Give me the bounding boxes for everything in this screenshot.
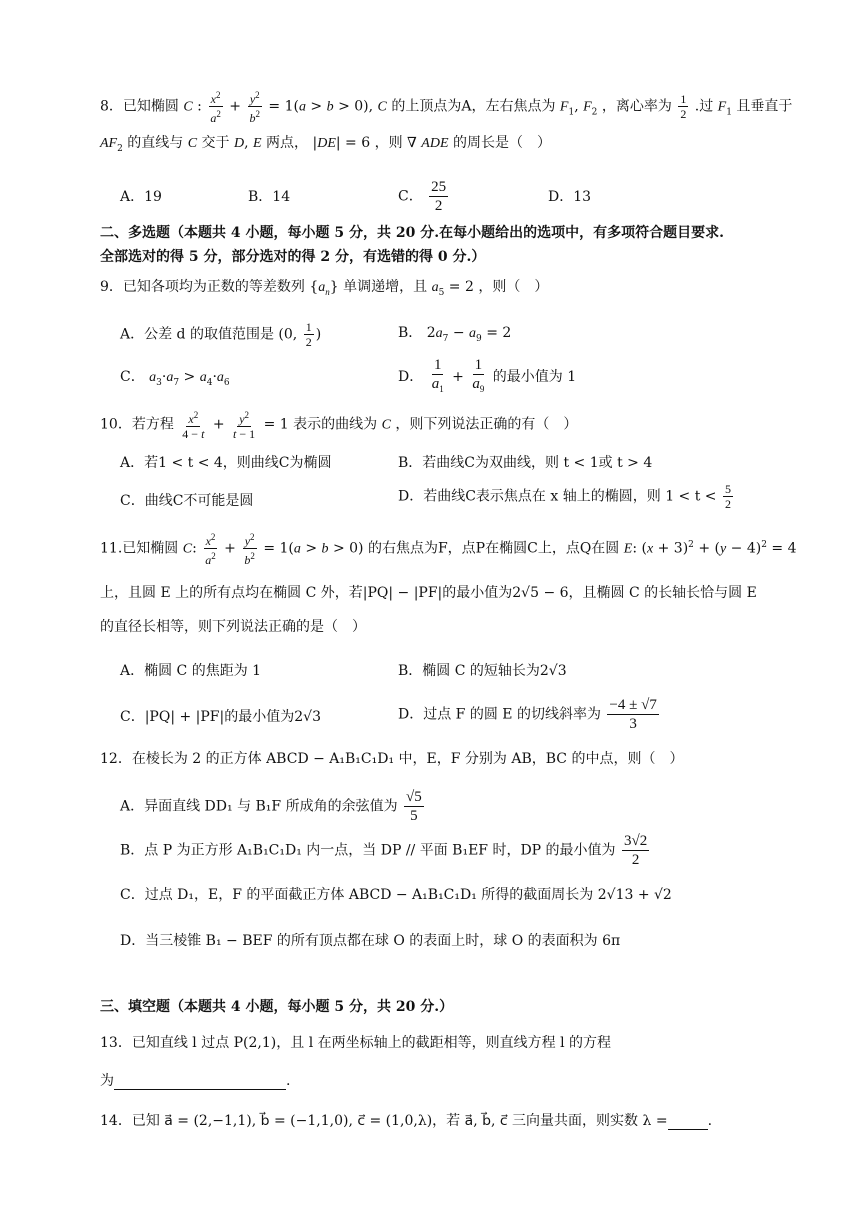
q12-option-d[interactable]: D．当三棱锥 B₁ − BEF 的所有顶点都在球 O 的表面上时，球 O 的表面积为 6π xyxy=(120,933,621,949)
q10-stem: 10．若方程 $\frac{x^2}{4 - t}$ + $\frac{y^2}{t - 1}$ = 1 表示的曲线为 C ，则下列说法正确的有（ ） xyxy=(100,410,578,441)
math-frac: $\frac{25}{2}$ xyxy=(431,179,447,214)
q9-option-b[interactable]: B． $2a_7 - a_9 = 2$ xyxy=(398,325,512,344)
q8-option-b[interactable]: B．14 xyxy=(248,189,291,205)
q8-text: 且垂直于 xyxy=(736,98,793,115)
q8-option-d[interactable]: D．13 xyxy=(548,189,592,205)
math-frac: $\frac{1}{a_1}$ xyxy=(431,357,444,394)
q10-option-c[interactable]: C．曲线C不可能是圆 xyxy=(120,493,254,509)
q13-line2: 为 . xyxy=(100,1073,291,1089)
math-frac: $\frac{1}{a_9}$ xyxy=(472,357,485,394)
section-title: 二、多选题（本题共 4 小题，每小题 5 分，共 20 分.在每小题给出的选项中，有多项符合题目要求. xyxy=(100,225,724,241)
q8-line1: 8．已知椭圆 C : $\frac{x^2}{a^2}$ + $\frac{y^2}{b^2}$ = 1(a > b > 0), C 的上顶点为A，左右焦点为 $F_1$, $F_2$ ，离心率为 $\frac{1}{2}$ .过 $F_1$ 且垂直于 xyxy=(100,90,793,125)
q12-option-b[interactable]: B．点 P 为正方形 A₁B₁C₁D₁ 内一点，当 DP // 平面 B₁EF 时，DP 的最小值为 $\frac{3√2}{2}$ xyxy=(120,833,648,868)
q12-option-a[interactable]: A．异面直线 DD₁ 与 B₁F 所成角的余弦值为 $\frac{√5}{5}$ xyxy=(120,789,422,824)
q11-option-a[interactable]: A．椭圆 C 的焦距为 1 xyxy=(120,663,262,679)
q11-option-c[interactable]: C．|PQ| + |PF|的最小值为2√3 xyxy=(120,709,321,725)
answer-blank[interactable] xyxy=(668,1113,708,1130)
q10-option-d[interactable]: D．若曲线C表示焦点在 x 轴上的椭圆，则 1 < t < $\frac{5}{2}$ xyxy=(398,482,731,511)
q11-option-b[interactable]: B．椭圆 C 的短轴长为2√3 xyxy=(398,663,567,679)
math-frac: $\frac{-4 \pm √7}{3}$ xyxy=(609,697,657,732)
q8-text: 8．已知椭圆 xyxy=(100,98,179,115)
q11-option-d[interactable]: D．过点 F 的圆 E 的切线斜率为 $\frac{-4 \pm √7}{3}$ xyxy=(398,697,657,732)
q8-text: 交于 xyxy=(201,135,230,151)
math-frac: $\frac{y^2}{t - 1}$ xyxy=(233,410,256,441)
q12-stem: 12．在棱长为 2 的正方体 ABCD − A₁B₁C₁D₁ 中，E，F 分别为 AB，BC 的中点，则（ ） xyxy=(100,751,684,767)
q8-line2: $AF_2$ 的直线与 C 交于 D, E 两点， |DE| = 6 ，则 ∇ ADE 的周长是（ ） xyxy=(100,135,551,154)
q9-stem: 9．已知各项均为正数的等差数列 $\{a_n\}$ 单调递增，且 $a_5 = 2$ ，则（ ） xyxy=(100,279,549,298)
q8-text: .过 xyxy=(694,98,714,115)
math-frac: $\frac{x^2}{4 - t}$ xyxy=(182,410,205,441)
q14-line: 14．已知 a⃗ = (2,−1,1), b⃗ = (−1,1,0), c⃗ = (1,0,λ)，若 a⃗, b⃗, c⃗ 三向量共面，则实数 λ = . xyxy=(100,1113,713,1129)
q9-option-a[interactable]: A．公差 d 的取值范围是 (0, $\frac{1}{2}$ ) xyxy=(120,320,322,349)
q8-text: ，离心率为 xyxy=(601,98,672,115)
q8-option-a[interactable]: A．19 xyxy=(120,189,162,205)
q9-option-c[interactable]: C． $a_3\cdot a_7 > a_4\cdot a_6$ xyxy=(120,369,230,388)
math-frac: $\frac{y^2}{b^2}$ xyxy=(244,532,255,567)
q8-option-c[interactable]: C． $\frac{25}{2}$ xyxy=(398,179,447,214)
q11-stem: 11.已知椭圆 C: $\frac{x^2}{a^2}$ + $\frac{y^2}{b^2}$ = 1(a > b > 0) 的右焦点为F，点P在椭圆C上，点Q在圆 E: $(x + 3)^2 + (y - 4)^2 = 4$ xyxy=(100,532,797,567)
q11-line2: 上，且圆 E 上的所有点均在椭圆 C 外，若|PQ| − |PF|的最小值为2√5 − 6，且椭圆 C 的长轴长恰与圆 E xyxy=(100,585,757,601)
math-frac: $\frac{√5}{5}$ xyxy=(406,789,422,824)
q8-text: 的周长是（ ） xyxy=(452,135,551,151)
section-title: 全部选对的得 5 分，部分选对的得 2 分，有选错的得 0 分.） xyxy=(100,249,486,265)
q8-text: 的上顶点为A，左右焦点为 xyxy=(391,98,556,115)
q8-text: ，则 xyxy=(374,135,403,151)
q12-option-c[interactable]: C．过点 D₁，E，F 的平面截正方体 ABCD − A₁B₁C₁D₁ 所得的截面周长为 2√13 + √2 xyxy=(120,887,672,903)
section-title: 三、填空题（本题共 4 小题，每小题 5 分，共 20 分.） xyxy=(100,999,454,1015)
q10-option-a[interactable]: A．若1 < t < 4，则曲线C为椭圆 xyxy=(120,455,332,471)
math-frac: $\frac{5}{2}$ xyxy=(725,482,731,511)
q13-line1: 13．已知直线 l 过点 P(2,1)，且 l 在两坐标轴上的截距相等，则直线方程 l 的方程 xyxy=(100,1035,612,1051)
math-frac: $\frac{3√2}{2}$ xyxy=(624,833,648,868)
q9-option-d[interactable]: D． $\frac{1}{a_1}$ + $\frac{1}{a_9}$ 的最小值为 1 xyxy=(398,356,576,398)
q10-option-b[interactable]: B．若曲线C为双曲线，则 t < 1或 t > 4 xyxy=(398,455,653,471)
math-frac: $\frac{y^2}{b^2}$ xyxy=(249,90,260,125)
math-frac: $\frac{1}{2}$ xyxy=(680,92,687,121)
math-frac: $\frac{x^2}{a^2}$ xyxy=(205,532,216,567)
q11-line3: 的直径长相等，则下列说法正确的是（ ） xyxy=(100,619,366,635)
q8-text: 两点， xyxy=(266,135,309,151)
math-frac: $\frac{x^2}{a^2}$ xyxy=(210,90,221,125)
math-frac: $\frac{1}{2}$ xyxy=(305,320,312,349)
math: C xyxy=(183,99,193,115)
q8-text: 的直线与 xyxy=(127,135,184,151)
answer-blank[interactable] xyxy=(114,1073,286,1090)
